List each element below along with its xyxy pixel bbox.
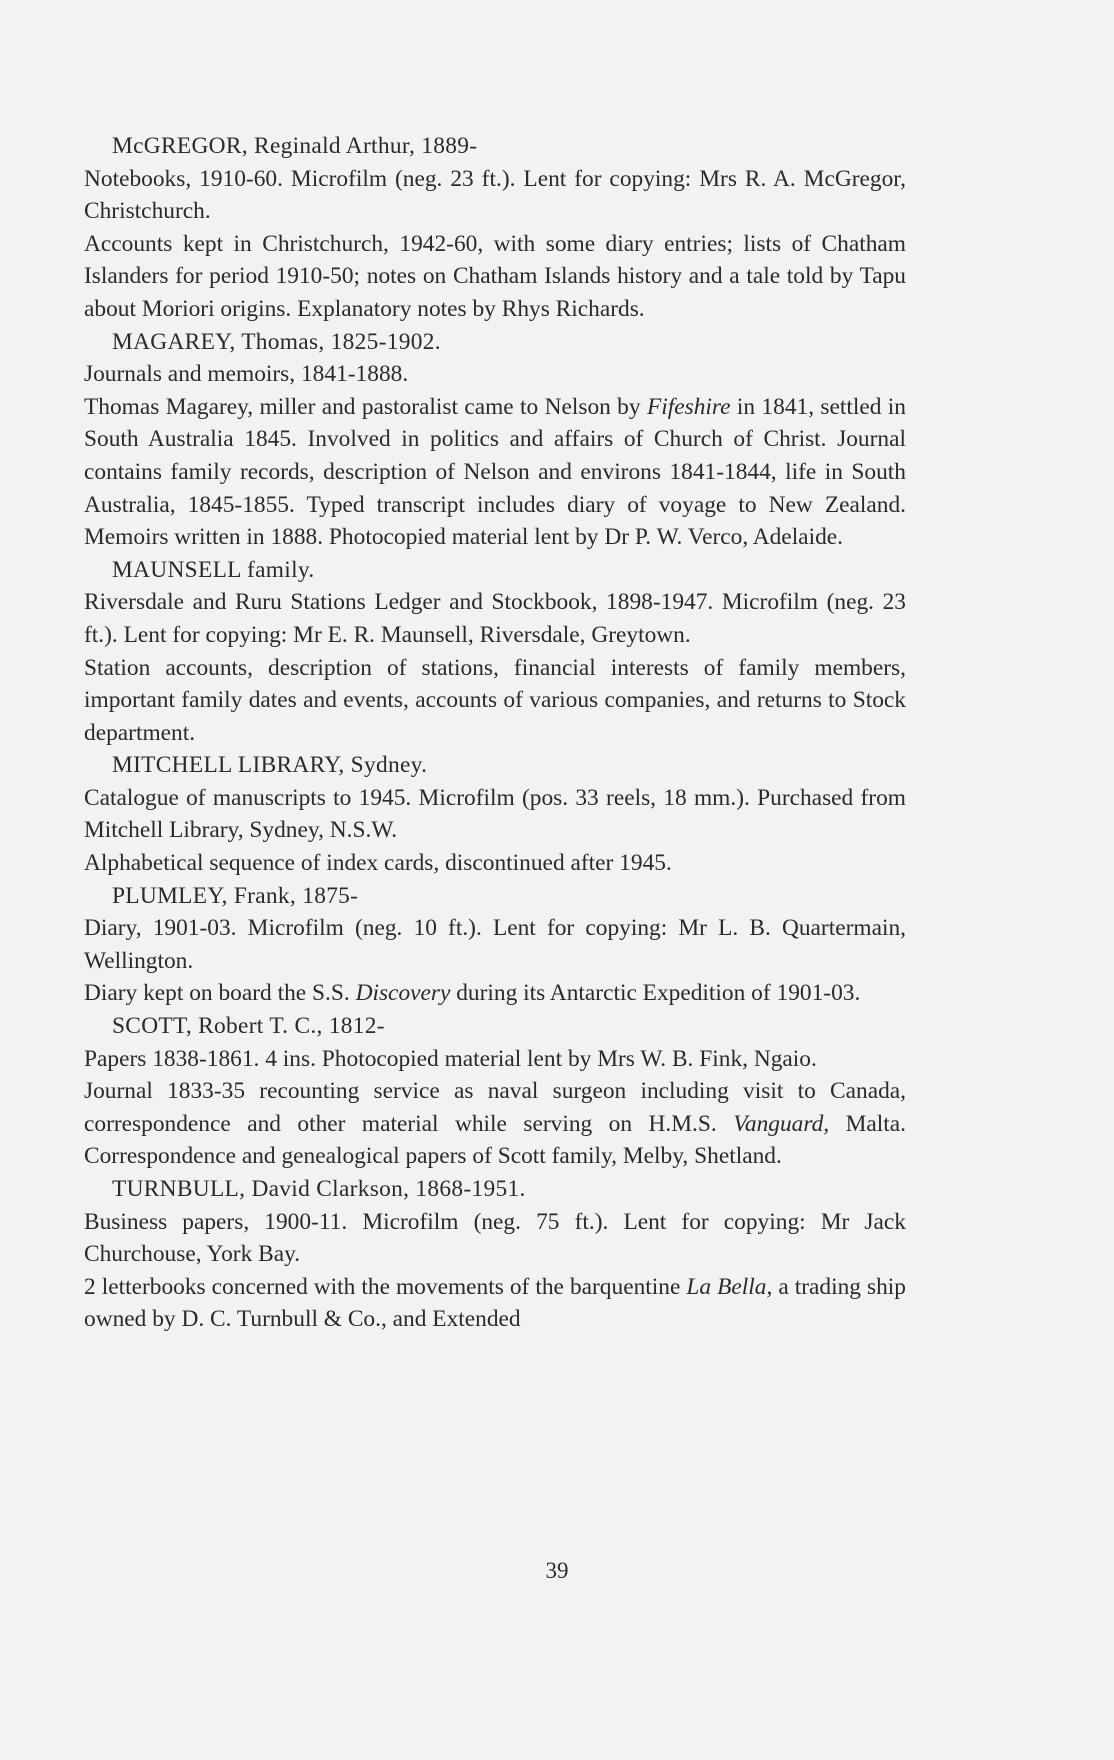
page-number: 39 [545, 1558, 569, 1583]
ship-name: Fifeshire [646, 393, 731, 420]
catalogue-entry [84, 326, 906, 554]
catalogue-entry [84, 130, 906, 326]
entry-description: Notebooks, 1910-60. Microfilm (neg. 23 ft.). Lent for copying: Mrs R. A. McGregor, Christchurch. [84, 165, 906, 225]
catalogue-entry [84, 880, 906, 1010]
entry-description: 2 letterbooks concerned with the movements of the barquentine La Bella, a trading ship owned by D. C. Turnbull & Co., and Extended [84, 1273, 906, 1333]
entry-heading: PLUMLEY, Frank, 1875- [112, 882, 359, 909]
entry-description: Thomas Magarey, miller and pastoralist came to Nelson by Fifeshire in 1841, settled in South Australia 1845. Involved in politics and affairs of Church of Christ. Journal contains family records, description of Nelson and environs 1841-1844, life in South Australia, 1845-1855. Typed transcript includes diary of voyage to New Zealand. Memoirs written in 1888. Photocopied material lent by Dr P. W. Verco, Adelaide. [84, 393, 907, 551]
entry-description: Accounts kept in Christchurch, 1942-60, with some diary entries; lists of Chatham Islanders for period 1910-50; notes on Chatham Islands history and a tale told by Tapu about Moriori origins. Explanatory notes by Rhys Richards. [84, 230, 906, 322]
entry-description: Riversdale and Ruru Stations Ledger and Stockbook, 1898-1947. Microfilm (neg. 23 ft.). Lent for copying: Mr E. R. Maunsell, Riversdale, Greytown. [84, 589, 906, 648]
entry-heading: McGREGOR, Reginald Arthur, 1889- [112, 133, 478, 159]
entry-description: Catalogue of manuscripts to 1945. Microfilm (pos. 33 reels, 18 mm.). Purchased from Mitchell Library, Sydney, N.S.W. [84, 784, 906, 844]
entry-heading: MITCHELL LIBRARY, Sydney. [112, 752, 428, 779]
entry-heading: MAUNSELL family. [112, 556, 315, 583]
entry-heading: TURNBULL, David Clarkson, 1868-1951. [112, 1176, 526, 1202]
entry-description: Journal 1833-35 recounting service as naval surgeon including visit to Canada, correspondence and other material while serving on H.M.S. Vanguard, Malta. Correspondence and genealogical papers of Scott family, Melby, Shetland. [84, 1078, 906, 1170]
entry-description: Diary, 1901-03. Microfilm (neg. 10 ft.). Lent for copying: Mr L. B. Quartermain, Wellington. [84, 915, 906, 974]
ship-name: La Bella, [686, 1273, 773, 1300]
entry-description: Alphabetical sequence of index cards, discontinued after 1945. [84, 850, 672, 877]
entry-description: Journals and memoirs, 1841-1888. [84, 361, 409, 388]
catalogue-entry [84, 1173, 906, 1336]
entry-description: Station accounts, description of stations, financial interests of family members, important family dates and events, accounts of various companies, and returns to Stock department. [84, 654, 906, 746]
entry-heading: SCOTT, Robert T. C., 1812- [112, 1013, 385, 1040]
entry-description: Diary kept on board the S.S. Discovery during its Antarctic Expedition of 1901-03. [84, 980, 861, 1007]
catalogue-entry [84, 554, 906, 750]
entry-description: Papers 1838-1861. 4 ins. Photocopied material lent by Mrs W. B. Fink, Ngaio. [84, 1045, 817, 1072]
ship-name: Vanguard, [733, 1110, 830, 1137]
entry-heading: MAGAREY, Thomas, 1825-1902. [112, 328, 441, 355]
catalogue-entry [84, 749, 906, 879]
catalogue-entries [84, 130, 906, 1336]
entry-description: Business papers, 1900-11. Microfilm (neg. 75 ft.). Lent for copying: Mr Jack Churchouse, York Bay. [84, 1208, 906, 1268]
ship-name: Discovery [355, 980, 451, 1007]
catalogue-entry [84, 1010, 906, 1173]
